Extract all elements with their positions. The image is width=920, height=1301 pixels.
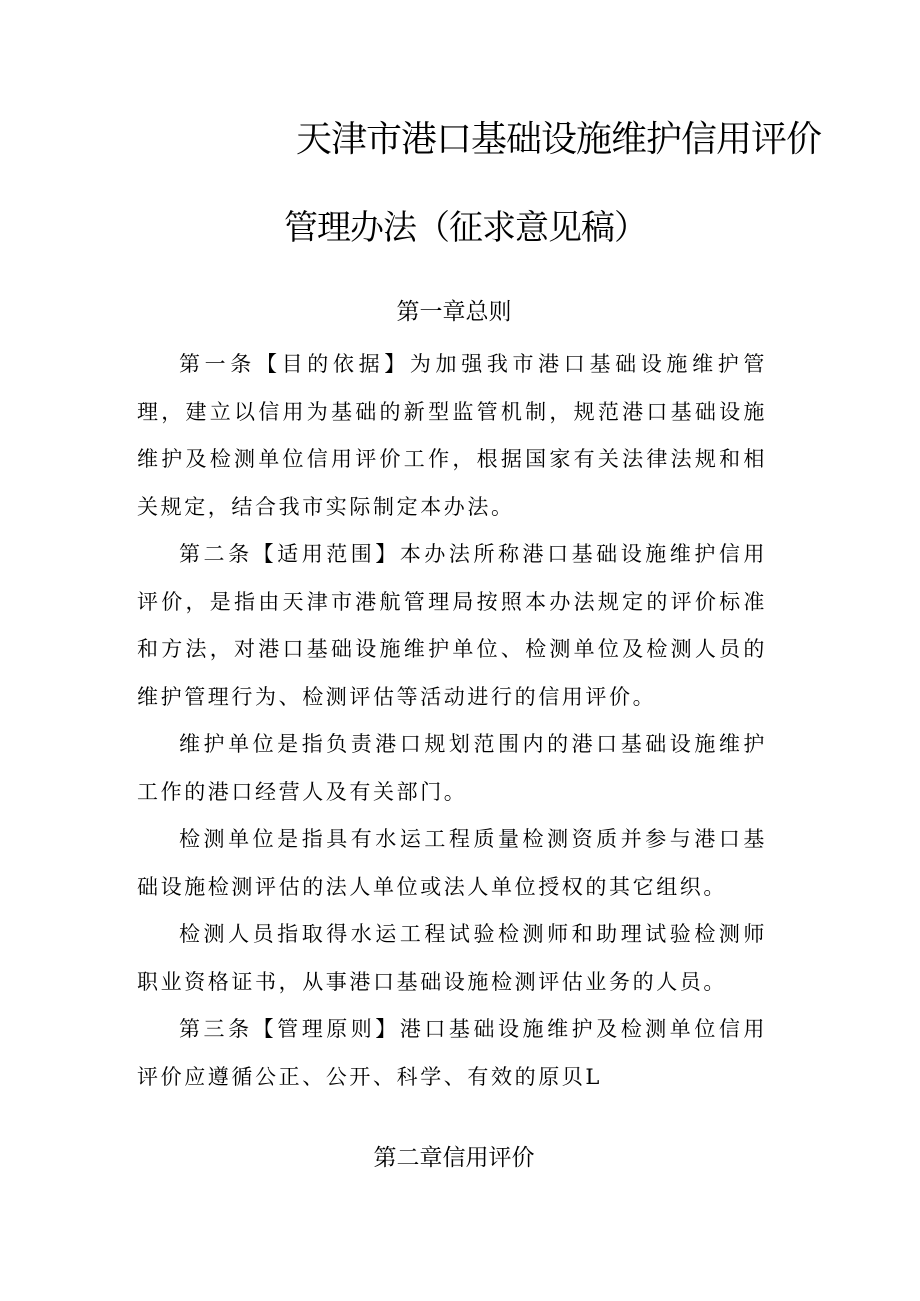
paragraph-article-2: 第二条【适用范围】本办法所称港口基础设施维护信用评价，是指由天津市港航管理局按照本办法规定的评价标准和方法，对港口基础设施维护单位、检测单位及检测人员的维护管理行为、检测评估等活动进行的信用评价。 [137,542,767,709]
document-body [137,341,767,1101]
document-title-line1: 天津市港口基础设施维护信用评价 [296,119,822,160]
paragraph-article-3: 第三条【管理原则】港口基础设施维护及检测单位信用评价应遵循公正、公开、科学、有效的原贝L [137,1017,767,1089]
paragraph-testing-unit: 检测单位是指具有水运工程质量检测资质并参与港口基础设施检测评估的法人单位或法人单位授权的其它组织。 [137,827,767,899]
document-title-line2: 管理办法（征求意见稿） [284,208,647,248]
paragraph-maintenance-unit: 维护单位是指负责港口规划范围内的港口基础设施维护工作的港口经营人及有关部门。 [137,732,767,804]
paragraph-article-1: 第一条【目的依据】为加强我市港口基础设施维护管理，建立以信用为基础的新型监管机制，规范港口基础设施维护及检测单位信用评价工作，根据国家有关法律法规和相关规定，结合我市实际制定本办法。 [137,352,767,519]
chapter-heading-2: 第二章信用评价 [373,1145,535,1171]
chapter-heading-1: 第一章总则 [396,299,512,325]
paragraph-testing-personnel: 检测人员指取得水运工程试验检测师和助理试验检测师职业资格证书，从事港口基础设施检测评估业务的人员。 [137,922,767,994]
